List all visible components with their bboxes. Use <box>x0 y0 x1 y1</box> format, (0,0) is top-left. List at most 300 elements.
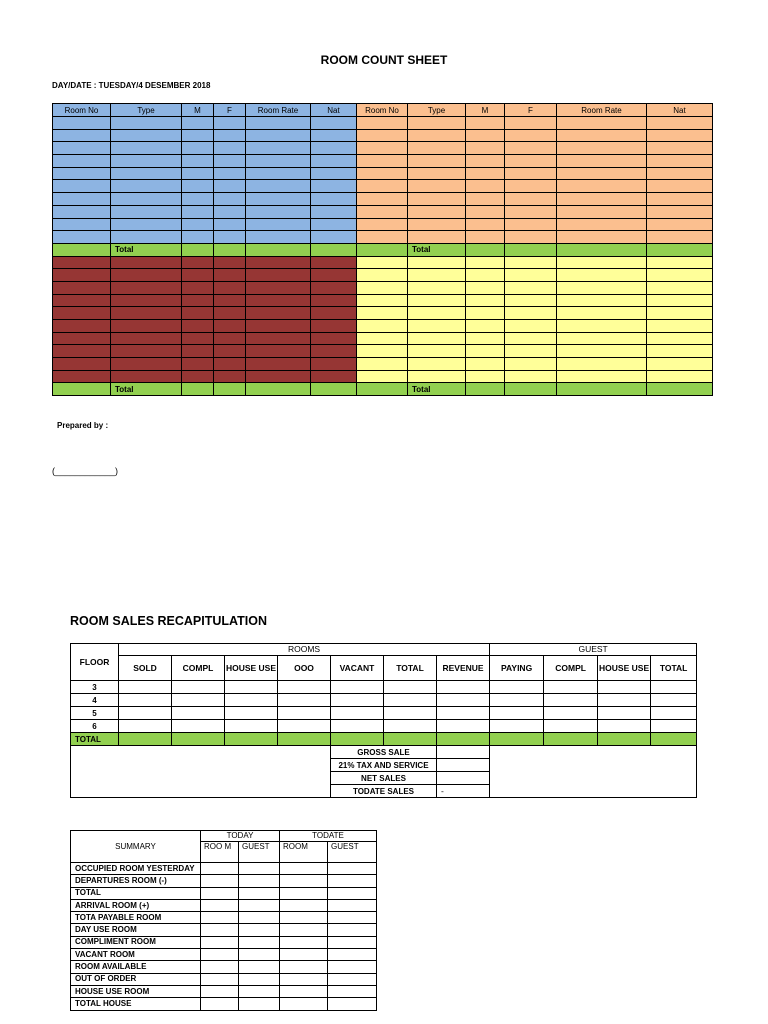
count-cell[interactable] <box>505 167 557 180</box>
recap-total-cell[interactable] <box>437 733 490 746</box>
count-total-cell[interactable] <box>505 243 557 256</box>
count-cell[interactable] <box>357 345 408 358</box>
count-cell[interactable] <box>466 218 505 231</box>
count-cell[interactable] <box>408 117 466 130</box>
count-cell[interactable] <box>111 155 182 168</box>
count-cell[interactable] <box>311 218 357 231</box>
count-total-cell[interactable] <box>311 383 357 396</box>
count-cell[interactable] <box>505 231 557 244</box>
count-cell[interactable] <box>246 370 311 383</box>
count-cell[interactable] <box>557 218 647 231</box>
count-cell[interactable] <box>466 129 505 142</box>
count-cell[interactable] <box>408 294 466 307</box>
count-cell[interactable] <box>466 281 505 294</box>
count-cell[interactable] <box>647 345 713 358</box>
count-cell[interactable] <box>557 332 647 345</box>
count-cell[interactable] <box>182 193 214 206</box>
count-cell[interactable] <box>111 193 182 206</box>
count-cell[interactable] <box>53 167 111 180</box>
count-cell[interactable] <box>466 193 505 206</box>
count-cell[interactable] <box>505 256 557 269</box>
count-total-cell[interactable] <box>182 243 214 256</box>
count-cell[interactable] <box>505 345 557 358</box>
count-cell[interactable] <box>357 205 408 218</box>
count-cell[interactable] <box>505 370 557 383</box>
recap-cell[interactable] <box>490 681 544 694</box>
count-cell[interactable] <box>53 370 111 383</box>
count-cell[interactable] <box>246 332 311 345</box>
count-cell[interactable] <box>557 370 647 383</box>
summary-cell[interactable] <box>239 912 280 924</box>
count-cell[interactable] <box>647 307 713 320</box>
count-total-cell[interactable] <box>357 383 408 396</box>
count-cell[interactable] <box>246 218 311 231</box>
count-cell[interactable] <box>505 294 557 307</box>
count-cell[interactable] <box>357 117 408 130</box>
summary-cell[interactable] <box>280 949 328 961</box>
summary-cell[interactable] <box>280 998 328 1010</box>
count-cell[interactable] <box>53 281 111 294</box>
count-cell[interactable] <box>214 307 246 320</box>
count-cell[interactable] <box>53 294 111 307</box>
count-cell[interactable] <box>111 269 182 282</box>
count-cell[interactable] <box>357 281 408 294</box>
count-cell[interactable] <box>246 358 311 371</box>
count-cell[interactable] <box>647 155 713 168</box>
recap-cell[interactable] <box>437 720 490 733</box>
count-cell[interactable] <box>214 294 246 307</box>
summary-cell[interactable] <box>328 924 377 936</box>
count-cell[interactable] <box>408 180 466 193</box>
count-cell[interactable] <box>466 256 505 269</box>
recap-total-cell[interactable] <box>544 733 598 746</box>
recap-cell[interactable] <box>651 694 697 707</box>
summary-cell[interactable] <box>328 998 377 1010</box>
recap-cell[interactable] <box>172 720 225 733</box>
count-cell[interactable] <box>182 155 214 168</box>
count-cell[interactable] <box>182 269 214 282</box>
count-cell[interactable] <box>357 142 408 155</box>
recap-cell[interactable] <box>384 694 437 707</box>
count-cell[interactable] <box>214 256 246 269</box>
count-cell[interactable] <box>357 332 408 345</box>
count-cell[interactable] <box>311 129 357 142</box>
recap-cell[interactable] <box>544 681 598 694</box>
count-cell[interactable] <box>182 231 214 244</box>
count-cell[interactable] <box>111 117 182 130</box>
count-cell[interactable] <box>505 269 557 282</box>
recap-total-cell[interactable] <box>384 733 437 746</box>
recap-cell[interactable] <box>331 681 384 694</box>
count-cell[interactable] <box>246 142 311 155</box>
summary-cell[interactable] <box>201 875 239 887</box>
count-cell[interactable] <box>311 370 357 383</box>
count-cell[interactable] <box>466 332 505 345</box>
count-cell[interactable] <box>557 193 647 206</box>
count-cell[interactable] <box>246 281 311 294</box>
count-cell[interactable] <box>408 142 466 155</box>
summary-cell[interactable] <box>239 863 280 875</box>
count-cell[interactable] <box>647 117 713 130</box>
summary-cell[interactable] <box>239 998 280 1010</box>
count-cell[interactable] <box>214 142 246 155</box>
count-cell[interactable] <box>246 307 311 320</box>
count-cell[interactable] <box>557 155 647 168</box>
count-cell[interactable] <box>53 256 111 269</box>
recap-cell[interactable] <box>437 681 490 694</box>
recap-cell[interactable] <box>172 681 225 694</box>
count-cell[interactable] <box>466 307 505 320</box>
count-cell[interactable] <box>647 294 713 307</box>
summary-cell[interactable] <box>201 949 239 961</box>
count-cell[interactable] <box>53 180 111 193</box>
summary-cell[interactable] <box>201 936 239 948</box>
count-cell[interactable] <box>311 332 357 345</box>
count-cell[interactable] <box>111 231 182 244</box>
count-cell[interactable] <box>246 129 311 142</box>
count-cell[interactable] <box>214 193 246 206</box>
count-cell[interactable] <box>214 218 246 231</box>
recap-cell[interactable] <box>225 720 278 733</box>
count-cell[interactable] <box>311 117 357 130</box>
count-cell[interactable] <box>214 281 246 294</box>
recap-cell[interactable] <box>490 707 544 720</box>
recap-cell[interactable] <box>598 707 651 720</box>
recap-cell[interactable] <box>544 694 598 707</box>
recap-cell[interactable] <box>172 707 225 720</box>
count-total-cell[interactable] <box>647 243 713 256</box>
recap-cell[interactable] <box>225 707 278 720</box>
summary-cell[interactable] <box>280 973 328 985</box>
count-cell[interactable] <box>557 142 647 155</box>
summary-cell[interactable] <box>328 863 377 875</box>
summary-cell[interactable] <box>328 973 377 985</box>
count-cell[interactable] <box>182 358 214 371</box>
count-cell[interactable] <box>466 358 505 371</box>
recap-cell[interactable] <box>225 681 278 694</box>
count-cell[interactable] <box>311 358 357 371</box>
count-cell[interactable] <box>111 180 182 193</box>
recap-cell[interactable] <box>651 720 697 733</box>
count-cell[interactable] <box>557 129 647 142</box>
count-cell[interactable] <box>182 320 214 333</box>
recap-cell[interactable] <box>651 681 697 694</box>
count-cell[interactable] <box>111 294 182 307</box>
count-cell[interactable] <box>311 142 357 155</box>
count-cell[interactable] <box>466 370 505 383</box>
summary-cell[interactable] <box>201 961 239 973</box>
count-cell[interactable] <box>111 218 182 231</box>
count-cell[interactable] <box>647 205 713 218</box>
count-total-cell[interactable] <box>214 243 246 256</box>
count-cell[interactable] <box>647 256 713 269</box>
count-cell[interactable] <box>214 155 246 168</box>
count-cell[interactable] <box>357 320 408 333</box>
count-cell[interactable] <box>111 332 182 345</box>
count-cell[interactable] <box>182 281 214 294</box>
recap-cell[interactable] <box>384 681 437 694</box>
count-cell[interactable] <box>647 370 713 383</box>
count-cell[interactable] <box>557 117 647 130</box>
count-cell[interactable] <box>357 269 408 282</box>
count-cell[interactable] <box>53 155 111 168</box>
recap-cell[interactable] <box>331 694 384 707</box>
count-cell[interactable] <box>53 129 111 142</box>
count-cell[interactable] <box>557 269 647 282</box>
count-cell[interactable] <box>647 167 713 180</box>
recap-cell[interactable] <box>544 720 598 733</box>
count-cell[interactable] <box>214 231 246 244</box>
count-cell[interactable] <box>408 205 466 218</box>
summary-cell[interactable] <box>328 949 377 961</box>
count-cell[interactable] <box>214 320 246 333</box>
count-cell[interactable] <box>647 231 713 244</box>
count-cell[interactable] <box>408 167 466 180</box>
recap-cell[interactable] <box>278 707 331 720</box>
count-cell[interactable] <box>408 129 466 142</box>
recap-cell[interactable] <box>598 694 651 707</box>
recap-total-cell[interactable] <box>225 733 278 746</box>
count-cell[interactable] <box>357 193 408 206</box>
count-cell[interactable] <box>557 281 647 294</box>
summary-cell[interactable] <box>239 985 280 997</box>
count-total-cell[interactable] <box>557 383 647 396</box>
count-cell[interactable] <box>182 307 214 320</box>
recap-cell[interactable] <box>437 707 490 720</box>
count-cell[interactable] <box>214 180 246 193</box>
count-cell[interactable] <box>647 269 713 282</box>
recap-cell[interactable] <box>119 720 172 733</box>
count-cell[interactable] <box>246 167 311 180</box>
count-cell[interactable] <box>246 117 311 130</box>
summary-cell[interactable] <box>280 924 328 936</box>
summary-cell[interactable] <box>280 863 328 875</box>
count-cell[interactable] <box>182 167 214 180</box>
count-cell[interactable] <box>182 256 214 269</box>
count-cell[interactable] <box>214 167 246 180</box>
recap-cell[interactable] <box>490 720 544 733</box>
count-total-cell[interactable] <box>647 383 713 396</box>
count-cell[interactable] <box>357 256 408 269</box>
count-total-cell[interactable] <box>246 383 311 396</box>
count-cell[interactable] <box>505 142 557 155</box>
recap-cell[interactable] <box>384 720 437 733</box>
count-cell[interactable] <box>182 142 214 155</box>
sales-value[interactable] <box>437 746 490 759</box>
summary-cell[interactable] <box>239 949 280 961</box>
recap-cell[interactable] <box>598 720 651 733</box>
count-cell[interactable] <box>505 320 557 333</box>
count-cell[interactable] <box>505 281 557 294</box>
count-cell[interactable] <box>647 129 713 142</box>
sales-value[interactable] <box>437 772 490 785</box>
summary-cell[interactable] <box>201 912 239 924</box>
count-total-cell[interactable] <box>311 243 357 256</box>
count-cell[interactable] <box>111 256 182 269</box>
count-cell[interactable] <box>311 256 357 269</box>
count-cell[interactable] <box>53 193 111 206</box>
summary-cell[interactable] <box>201 973 239 985</box>
count-total-cell[interactable] <box>505 383 557 396</box>
count-cell[interactable] <box>53 231 111 244</box>
count-cell[interactable] <box>214 370 246 383</box>
count-cell[interactable] <box>214 269 246 282</box>
count-cell[interactable] <box>357 180 408 193</box>
count-total-cell[interactable] <box>466 383 505 396</box>
summary-cell[interactable] <box>280 875 328 887</box>
count-cell[interactable] <box>311 180 357 193</box>
count-cell[interactable] <box>557 320 647 333</box>
count-cell[interactable] <box>408 155 466 168</box>
summary-cell[interactable] <box>239 924 280 936</box>
recap-cell[interactable] <box>331 707 384 720</box>
count-cell[interactable] <box>246 256 311 269</box>
count-cell[interactable] <box>53 358 111 371</box>
summary-cell[interactable] <box>280 899 328 911</box>
count-cell[interactable] <box>505 205 557 218</box>
count-cell[interactable] <box>111 142 182 155</box>
count-cell[interactable] <box>647 218 713 231</box>
count-cell[interactable] <box>311 294 357 307</box>
count-cell[interactable] <box>505 358 557 371</box>
count-cell[interactable] <box>357 129 408 142</box>
count-cell[interactable] <box>557 180 647 193</box>
count-cell[interactable] <box>111 307 182 320</box>
count-cell[interactable] <box>357 358 408 371</box>
count-cell[interactable] <box>311 269 357 282</box>
count-cell[interactable] <box>647 320 713 333</box>
count-cell[interactable] <box>214 358 246 371</box>
count-cell[interactable] <box>505 155 557 168</box>
count-cell[interactable] <box>53 320 111 333</box>
summary-cell[interactable] <box>328 936 377 948</box>
recap-total-cell[interactable] <box>490 733 544 746</box>
count-cell[interactable] <box>466 320 505 333</box>
count-cell[interactable] <box>466 205 505 218</box>
count-cell[interactable] <box>357 307 408 320</box>
count-cell[interactable] <box>311 307 357 320</box>
count-cell[interactable] <box>408 358 466 371</box>
count-cell[interactable] <box>557 294 647 307</box>
count-cell[interactable] <box>111 370 182 383</box>
count-total-cell[interactable] <box>357 243 408 256</box>
count-cell[interactable] <box>408 332 466 345</box>
recap-total-cell[interactable] <box>598 733 651 746</box>
count-cell[interactable] <box>557 167 647 180</box>
count-cell[interactable] <box>357 167 408 180</box>
count-cell[interactable] <box>408 269 466 282</box>
count-cell[interactable] <box>214 205 246 218</box>
count-cell[interactable] <box>357 231 408 244</box>
count-cell[interactable] <box>246 205 311 218</box>
count-cell[interactable] <box>111 320 182 333</box>
count-cell[interactable] <box>182 332 214 345</box>
recap-cell[interactable] <box>278 694 331 707</box>
count-cell[interactable] <box>466 180 505 193</box>
summary-cell[interactable] <box>328 887 377 899</box>
summary-cell[interactable] <box>280 887 328 899</box>
count-cell[interactable] <box>53 307 111 320</box>
summary-cell[interactable] <box>280 961 328 973</box>
count-cell[interactable] <box>647 332 713 345</box>
recap-cell[interactable] <box>225 694 278 707</box>
count-cell[interactable] <box>311 155 357 168</box>
count-cell[interactable] <box>505 180 557 193</box>
count-cell[interactable] <box>505 193 557 206</box>
summary-cell[interactable] <box>328 875 377 887</box>
count-cell[interactable] <box>557 256 647 269</box>
count-cell[interactable] <box>111 281 182 294</box>
count-cell[interactable] <box>466 142 505 155</box>
recap-cell[interactable] <box>437 694 490 707</box>
count-cell[interactable] <box>214 345 246 358</box>
count-cell[interactable] <box>111 205 182 218</box>
recap-cell[interactable] <box>651 707 697 720</box>
count-cell[interactable] <box>408 307 466 320</box>
summary-cell[interactable] <box>201 899 239 911</box>
recap-total-cell[interactable] <box>172 733 225 746</box>
summary-cell[interactable] <box>201 887 239 899</box>
summary-cell[interactable] <box>328 985 377 997</box>
count-cell[interactable] <box>53 205 111 218</box>
count-cell[interactable] <box>505 218 557 231</box>
recap-cell[interactable] <box>119 707 172 720</box>
summary-cell[interactable] <box>239 887 280 899</box>
count-cell[interactable] <box>357 155 408 168</box>
count-cell[interactable] <box>408 345 466 358</box>
recap-total-cell[interactable] <box>119 733 172 746</box>
summary-cell[interactable] <box>328 961 377 973</box>
summary-cell[interactable] <box>201 998 239 1010</box>
count-cell[interactable] <box>246 294 311 307</box>
count-cell[interactable] <box>505 117 557 130</box>
recap-cell[interactable] <box>278 681 331 694</box>
count-cell[interactable] <box>408 193 466 206</box>
count-cell[interactable] <box>182 345 214 358</box>
count-cell[interactable] <box>408 218 466 231</box>
count-cell[interactable] <box>246 180 311 193</box>
count-cell[interactable] <box>53 269 111 282</box>
summary-cell[interactable] <box>201 924 239 936</box>
recap-cell[interactable] <box>119 694 172 707</box>
recap-cell[interactable] <box>278 720 331 733</box>
count-cell[interactable] <box>182 129 214 142</box>
recap-total-cell[interactable] <box>331 733 384 746</box>
count-total-cell[interactable] <box>246 243 311 256</box>
count-cell[interactable] <box>557 358 647 371</box>
count-cell[interactable] <box>246 193 311 206</box>
recap-cell[interactable] <box>598 681 651 694</box>
count-cell[interactable] <box>557 307 647 320</box>
count-cell[interactable] <box>111 129 182 142</box>
count-cell[interactable] <box>357 370 408 383</box>
count-cell[interactable] <box>408 256 466 269</box>
count-cell[interactable] <box>311 205 357 218</box>
count-cell[interactable] <box>505 307 557 320</box>
count-cell[interactable] <box>246 155 311 168</box>
count-cell[interactable] <box>505 129 557 142</box>
count-cell[interactable] <box>182 218 214 231</box>
summary-cell[interactable] <box>280 985 328 997</box>
count-cell[interactable] <box>182 294 214 307</box>
count-cell[interactable] <box>466 345 505 358</box>
count-cell[interactable] <box>53 345 111 358</box>
summary-cell[interactable] <box>201 863 239 875</box>
count-cell[interactable] <box>246 269 311 282</box>
count-cell[interactable] <box>466 231 505 244</box>
summary-cell[interactable] <box>328 899 377 911</box>
recap-cell[interactable] <box>544 707 598 720</box>
